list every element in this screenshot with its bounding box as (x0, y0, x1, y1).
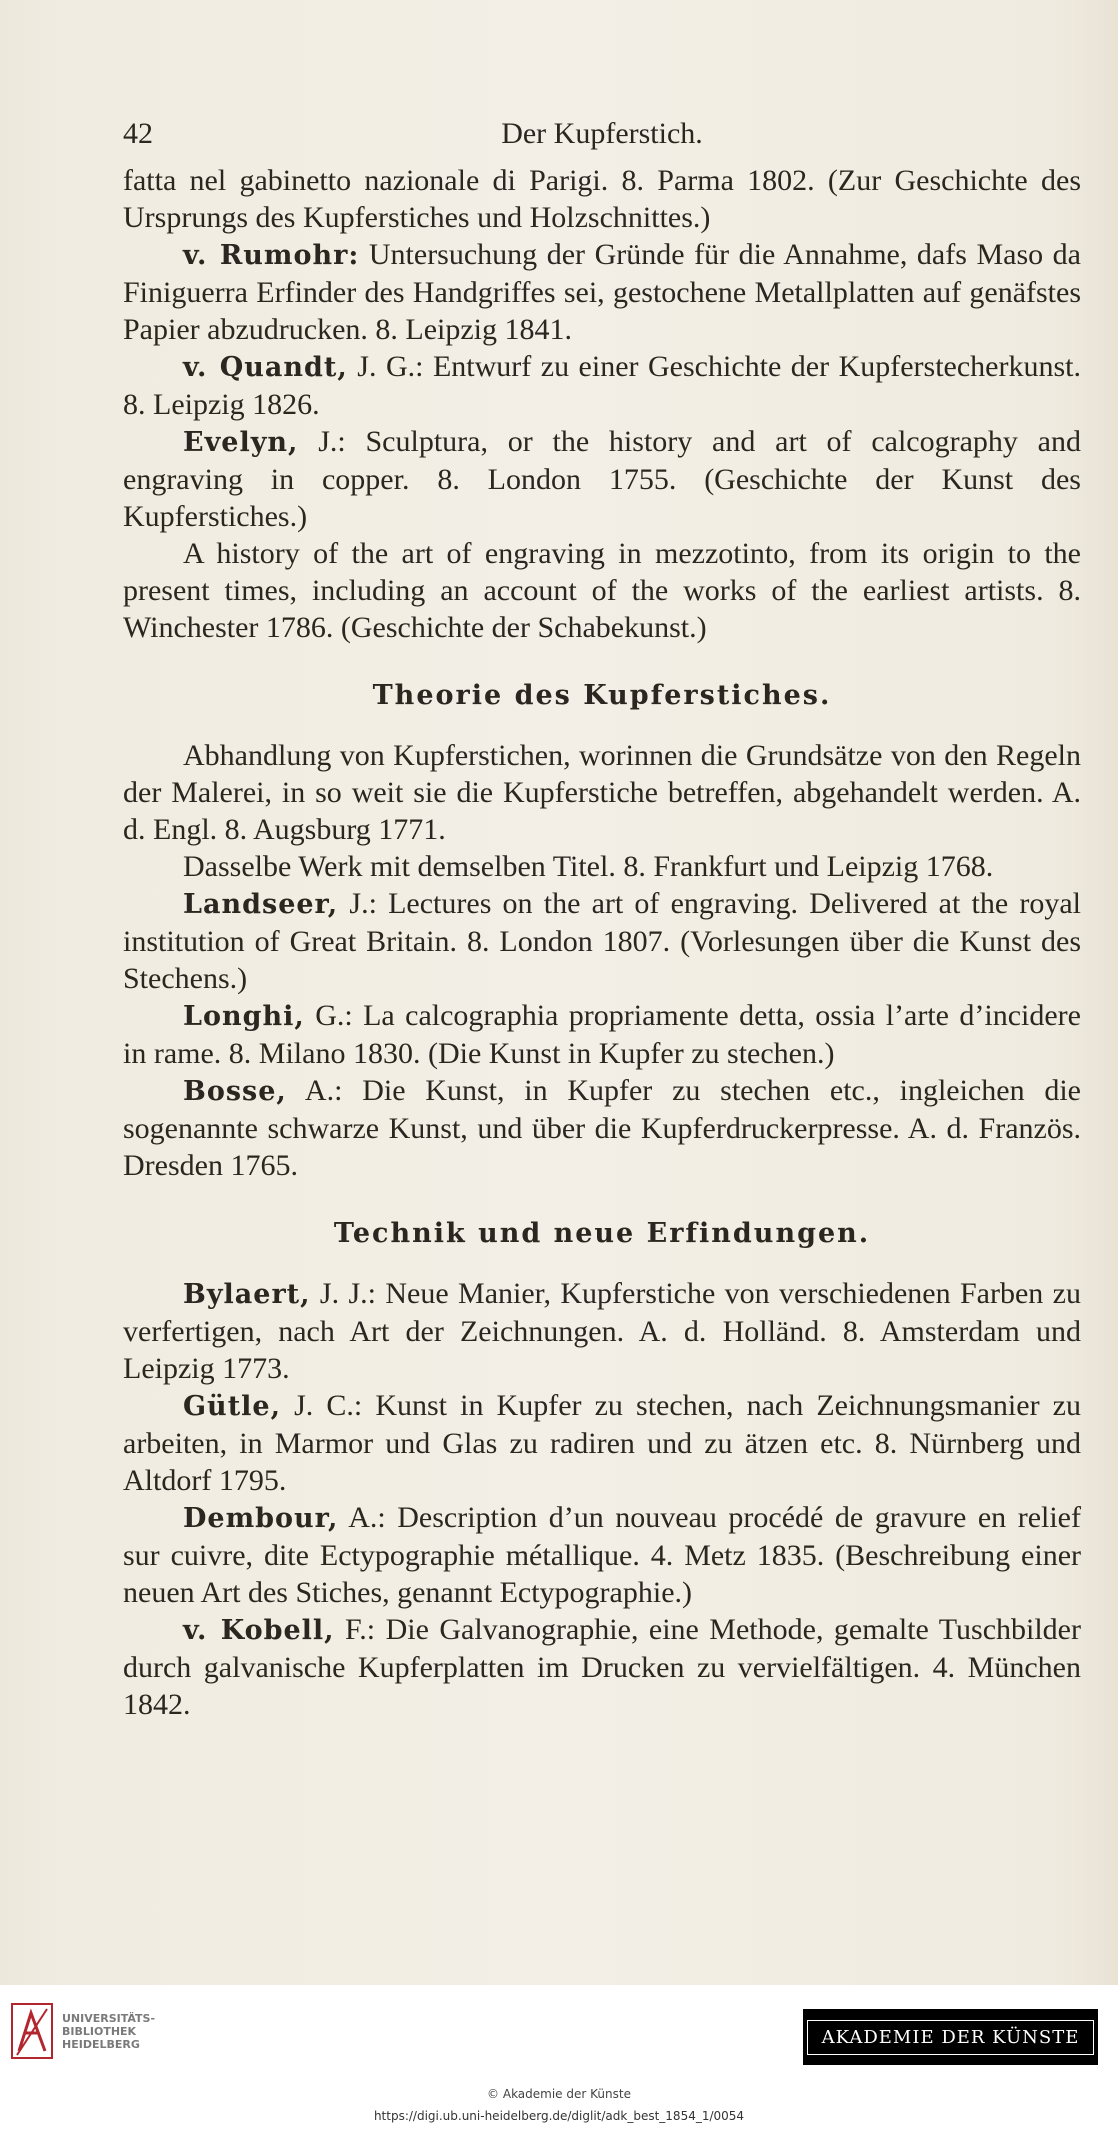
book-text (123, 115, 1081, 1723)
bibliography-entry (123, 885, 1081, 997)
entry-text: fatta nel gabinetto nazionale di Parigi. 8. Parma 1802. (Zur Geschichte des Ursprungs des Kupferstiches und Holzschnittes.) (123, 164, 1081, 234)
entry-text: J. J.: Neue Manier, Kupferstiche von verschiedenen Farben zu verfertigen, nach Art der Zeichnungen. A. d. Holländ. 8. Amsterdam und Leipzig 1773. (123, 1277, 1081, 1385)
entry-text: J.: Sculptura, or the history and art of calcography and engraving in copper. 8. London 1755. (Geschichte der Kunst des Kupferstiches.) (123, 425, 1081, 533)
author-name: Bosse, (183, 1076, 287, 1107)
library-line-1: UNIVERSITÄTS- (62, 2011, 156, 2025)
author-name: v. Quandt, (183, 352, 348, 383)
author-name: Longhi, (183, 1001, 305, 1032)
bibliography-group-1 (123, 162, 1081, 646)
page-header (123, 115, 1081, 152)
bibliography-entry (123, 535, 1081, 646)
author-name: Gütle, (183, 1391, 281, 1422)
author-name: Dembour, (183, 1503, 339, 1534)
bibliography-group-2 (123, 737, 1081, 1184)
ub-heidelberg-icon (11, 2003, 53, 2059)
author-name: Bylaert, (183, 1279, 311, 1310)
library-line-3: HEIDELBERG (62, 2037, 140, 2051)
viewer-footer (0, 1985, 1118, 2131)
bibliography-entry (123, 1072, 1081, 1184)
page-number: 42 (123, 117, 153, 150)
bibliography-group-3 (123, 1275, 1081, 1723)
entry-text: A.: Description d’un nouveau procédé de gravure en relief sur cuivre, dite Ectypographie métallique. 4. Metz 1835. (Beschreibung einer neuen Art des Stiches, genannt Ectypographie.) (123, 1501, 1081, 1609)
bibliography-entry (123, 1499, 1081, 1611)
bibliography-entry (123, 737, 1081, 848)
bibliography-entry (123, 1387, 1081, 1499)
bibliography-entry (123, 848, 1081, 885)
bibliography-entry (123, 997, 1081, 1072)
library-line-2: BIBLIOTHEK (62, 2024, 137, 2038)
entry-text: Abhandlung von Kupferstichen, worinnen die Grundsätze von den Regeln der Malerei, in so weit sie die Kupferstiche betreffen, abgehandelt werden. A. d. Engl. 8. Augsburg 1771. (123, 739, 1081, 846)
entry-text: F.: Die Galvanographie, eine Methode, gemalte Tuschbilder durch galvanische Kupferplatten im Drucken zu vervielfältigen. 4. München 1842. (123, 1613, 1081, 1721)
entry-text: Untersuchung der Gründe für die Annahme, dafs Maso da Finiguerra Erfinder des Handgriffes sei, gestochene Metallplatten auf genäfstes Papier abzudrucken. 8. Leipzig 1841. (123, 238, 1082, 346)
bibliography-entry (123, 162, 1081, 236)
entry-text: A.: Die Kunst, in Kupfer zu stechen etc., ingleichen die sogenannte schwarze Kunst, und über die Kupferdruckerpresse. A. d. Französ. Dresden 1765. (123, 1074, 1081, 1182)
entry-text: A history of the art of engraving in mezzotinto, from its origin to the present times, including an account of the works of the earliest artists. 8. Winchester 1786. (Geschichte der Schabekunst.) (123, 537, 1081, 644)
copyright-notice: © Akademie der Künste (487, 2087, 631, 2101)
bibliography-entry (123, 1611, 1081, 1723)
bibliography-entry (123, 423, 1081, 535)
entry-text: Dasselbe Werk mit demselben Titel. 8. Frankfurt und Leipzig 1768. (183, 850, 994, 883)
bibliography-entry (123, 1275, 1081, 1387)
academy-logo[interactable] (803, 2009, 1098, 2065)
author-name: Evelyn, (183, 427, 299, 458)
author-name: v. Kobell, (183, 1615, 335, 1646)
university-library-logo[interactable] (11, 2003, 155, 2059)
section-heading-technique: Technik und neue Erfindungen. (333, 1218, 871, 1249)
academy-logo-text: AKADEMIE DER KÜNSTE (807, 2020, 1095, 2055)
library-name (62, 2012, 155, 2051)
entry-text: J.: Lectures on the art of engraving. Delivered at the royal institution of Great Britain. 8. London 1807. (Vorlesungen über die Kunst des Stechens.) (123, 887, 1081, 995)
entry-text: J. C.: Kunst in Kupfer zu stechen, nach Zeichnungsmanier zu arbeiten, in Marmor und Glas zu radiren und zu ätzen etc. 8. Nürnberg und Altdorf 1795. (123, 1389, 1081, 1497)
author-name: Landseer, (183, 889, 339, 920)
running-title: Der Kupferstich. (501, 117, 703, 150)
section-heading-theory: Theorie des Kupferstiches. (372, 680, 832, 711)
bibliography-entry (123, 348, 1081, 423)
entry-text: J. G.: Entwurf zu einer Geschichte der Kupferstecherkunst. 8. Leipzig 1826. (123, 350, 1081, 421)
permalink-url[interactable]: https://digi.ub.uni-heidelberg.de/diglit/adk_best_1854_1/0054 (373, 2109, 745, 2123)
bibliography-entry (123, 236, 1081, 348)
author-name: v. Rumohr: (183, 240, 360, 271)
entry-text: G.: La calcographia propriamente detta, ossia l’arte d’incidere in rame. 8. Milano 1830. (Die Kunst in Kupfer zu stechen.) (123, 999, 1081, 1070)
